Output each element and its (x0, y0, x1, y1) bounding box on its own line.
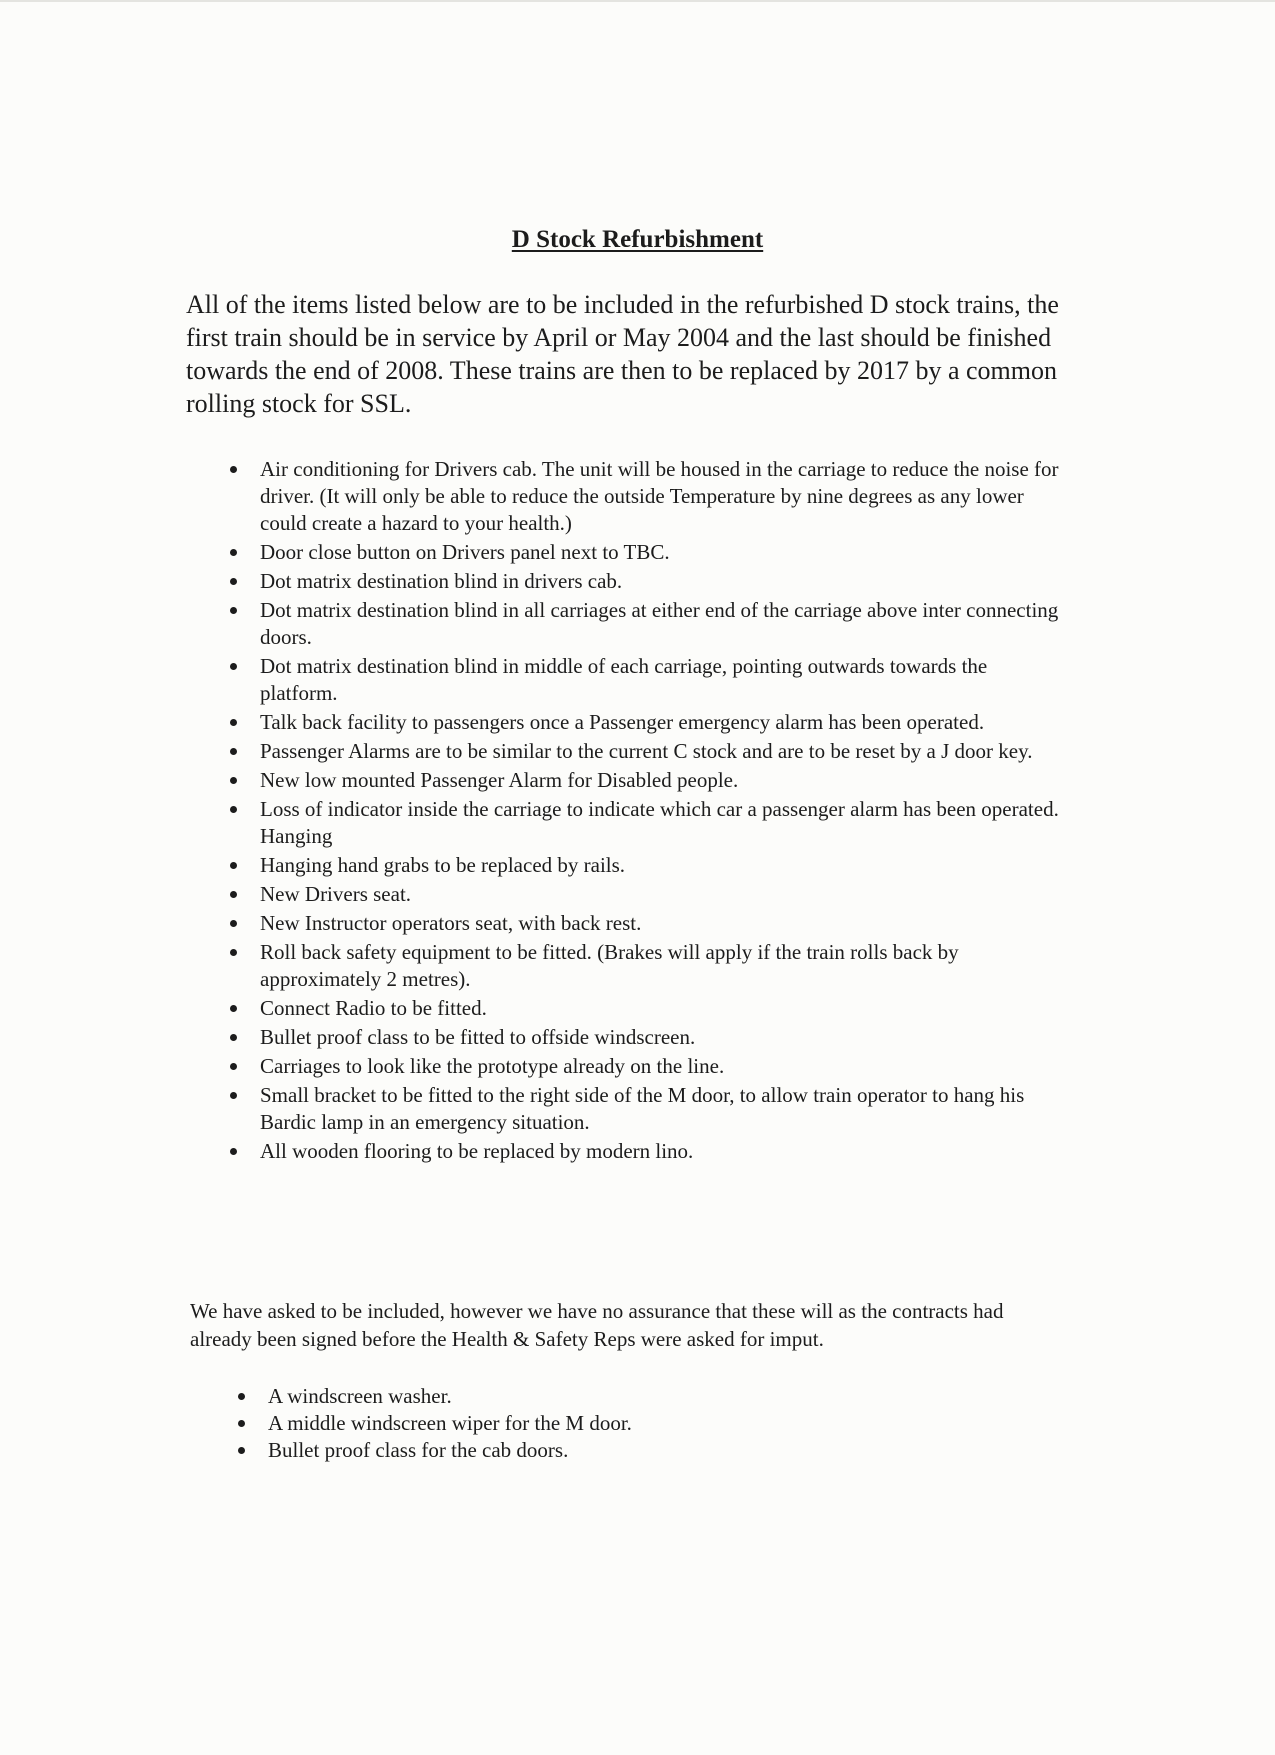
document-title: D Stock Refurbishment (511, 226, 764, 253)
list-item: New low mounted Passenger Alarm for Disabled people. (230, 767, 1070, 794)
list-item: Bullet proof class for the cab doors. (238, 1437, 1038, 1464)
list-item: Small bracket to be fitted to the right side of the M door, to allow train operator to hang his Bardic lamp in an emergency situation. (230, 1082, 1070, 1136)
list-item: Talk back facility to passengers once a Passenger emergency alarm has been operated. (230, 709, 1070, 736)
list-item: A middle windscreen wiper for the M door. (238, 1410, 1038, 1437)
list-item: Dot matrix destination blind in all carriages at either end of the carriage above inter connecting doors. (230, 597, 1070, 651)
list-item: Connect Radio to be fitted. (230, 995, 1070, 1022)
list-item: Hanging hand grabs to be replaced by rails. (230, 852, 1070, 879)
requested-items-list (238, 1383, 1038, 1464)
list-item: A windscreen washer. (238, 1383, 1038, 1410)
list-item: Door close button on Drivers panel next to TBC. (230, 539, 1070, 566)
list-item: Dot matrix destination blind in middle of each carriage, pointing outwards towards the platform. (230, 653, 1070, 707)
list-item: Passenger Alarms are to be similar to the current C stock and are to be reset by a J door key. (230, 738, 1070, 765)
requested-intro-paragraph: We have asked to be included, however we have no assurance that these will as the contracts had already been signed before the Health & Safety Reps were asked for imput. (190, 1299, 1004, 1351)
included-items-list (230, 456, 1070, 1167)
list-item: All wooden flooring to be replaced by modern lino. (230, 1138, 1070, 1165)
list-item: Loss of indicator inside the carriage to indicate which car a passenger alarm has been operated. Hanging (230, 796, 1070, 850)
list-item: Dot matrix destination blind in drivers cab. (230, 568, 1070, 595)
list-item: New Instructor operators seat, with back rest. (230, 910, 1070, 937)
scan-edge-line (0, 0, 1275, 2)
list-item: Air conditioning for Drivers cab. The unit will be housed in the carriage to reduce the noise for driver. (It will only be able to reduce the outside Temperature by nine degrees as any lower could create a hazard to your health.) (230, 456, 1070, 537)
list-item: Bullet proof class to be fitted to offside windscreen. (230, 1024, 1070, 1051)
intro-paragraph: All of the items listed below are to be included in the refurbished D stock trains, the first train should be in service by April or May 2004 and the last should be finished towards the end of 2008. These trains are then to be replaced by 2017 by a common rolling stock for SSL. (186, 290, 1059, 418)
list-item: Roll back safety equipment to be fitted. (Brakes will apply if the train rolls back by approximately 2 metres). (230, 939, 1070, 993)
list-item: New Drivers seat. (230, 881, 1070, 908)
list-item: Carriages to look like the prototype already on the line. (230, 1053, 1070, 1080)
